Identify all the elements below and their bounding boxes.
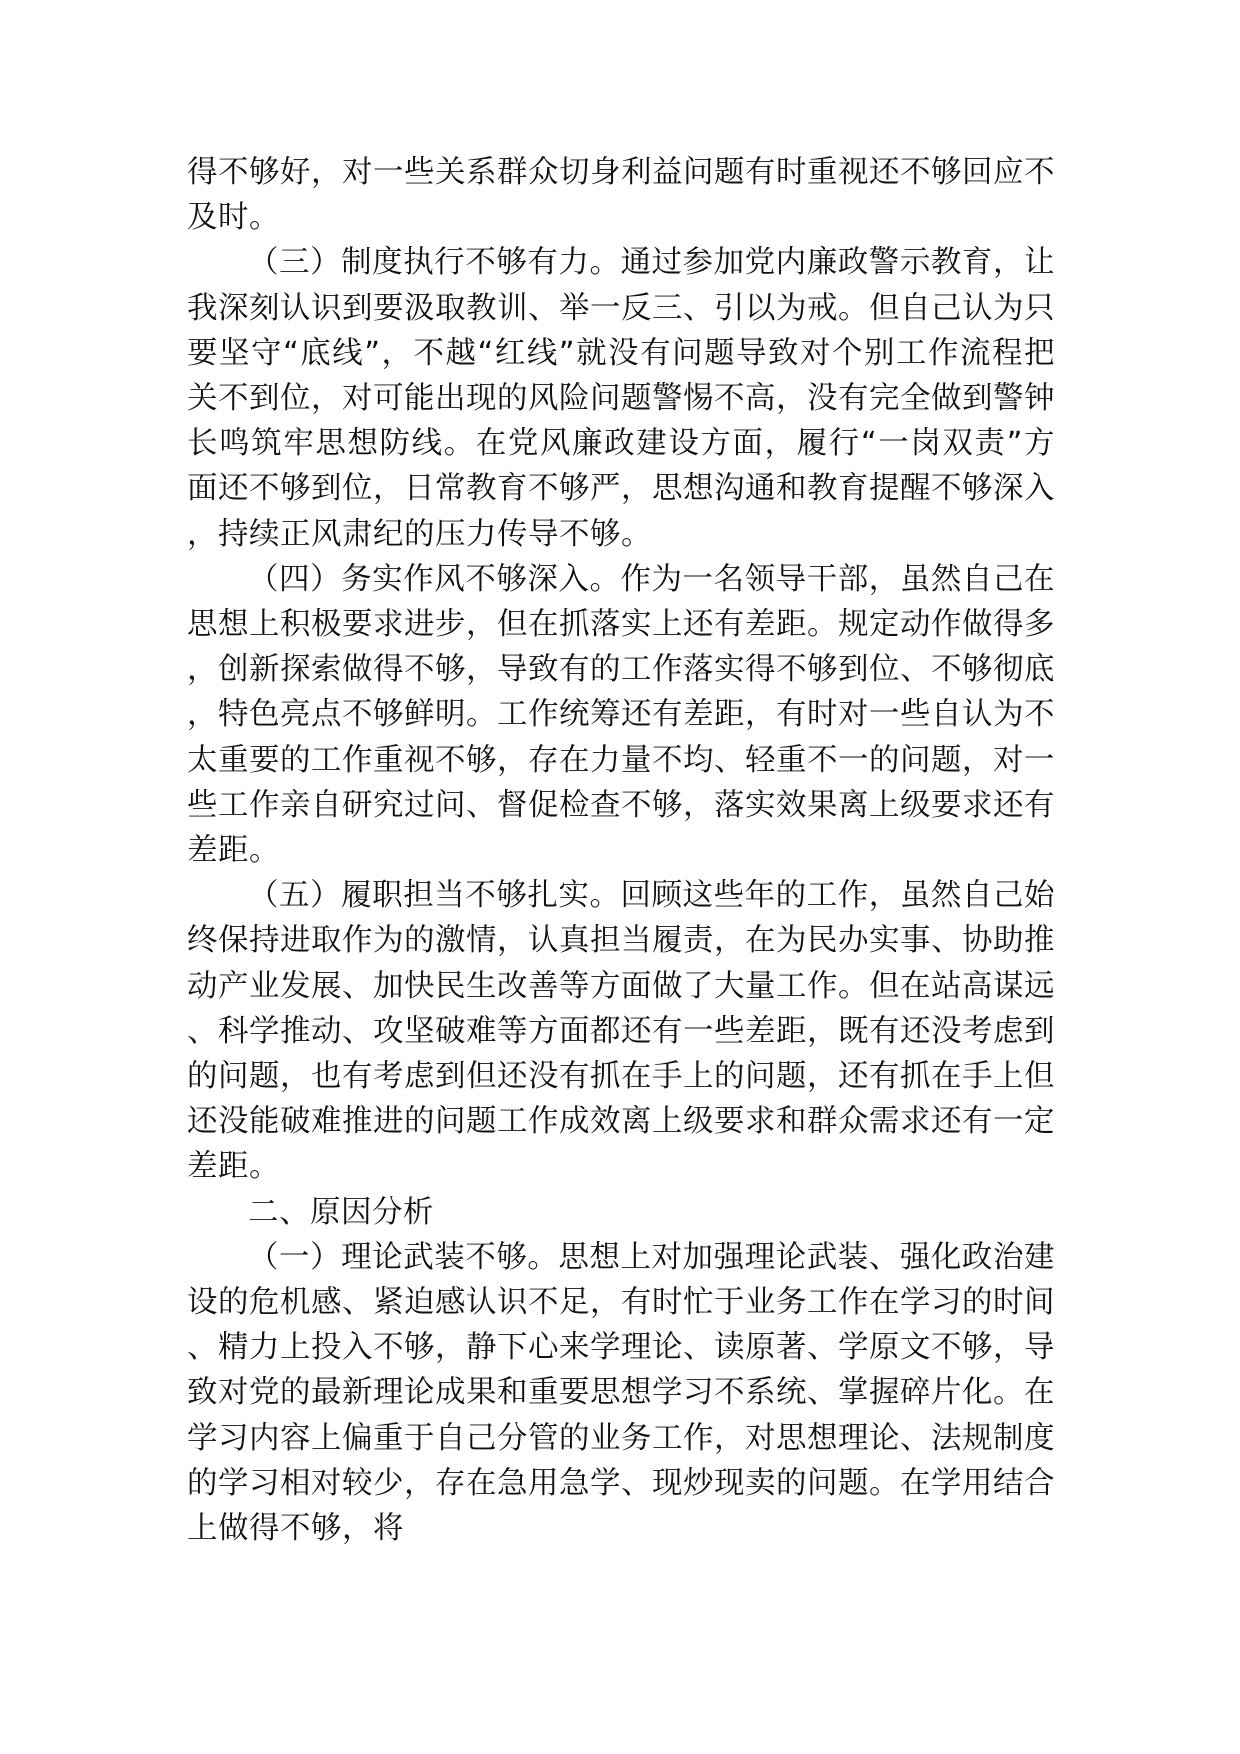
- document-body: [187, 150, 1055, 1551]
- paragraph-section-4: （四）务实作风不够深入。作为一名领导干部，虽然自己在思想上积极要求进步，但在抓落实上还有差距。规定动作做得多，创新探索做得不够，导致有的工作落实得不够到位、不够彻底，特色亮点不够鲜明。工作统筹还有差距，有时对一些自认为不太重要的工作重视不够，存在力量不均、轻重不一的问题，对一些工作亲自研究过问、督促检查不够，落实效果离上级要求还有差距。: [187, 561, 1055, 869]
- paragraph-cause-1: （一）理论武装不够。思想上对加强理论武装、强化政治建设的危机感、紧迫感认识不足，有时忙于业务工作在学习的时间、精力上投入不够，静下心来学理论、读原著、学原文不够，导致对党的最新理论成果和重要思想学习不系统、掌握碎片化。在学习内容上偏重于自己分管的业务工作，对思想理论、法规制度的学习相对较少，存在急用急学、现炒现卖的问题。在学用结合上做得不够，将: [187, 1239, 1055, 1547]
- paragraph-continuation: 得不够好，对一些关系群众切身利益问题有时重视还不够回应不及时。: [187, 155, 1055, 236]
- section-heading-cause-analysis: 二、原因分析: [248, 1194, 434, 1230]
- paragraph-section-5: （五）履职担当不够扎实。回顾这些年的工作，虽然自己始终保持进取作为的激情，认真担当履责，在为民办实事、协助推动产业发展、加快民生改善等方面做了大量工作。但在站高谋远、科学推动、攻坚破难等方面都还有一些差距，既有还没考虑到的问题，也有考虑到但还没有抓在手上的问题，还有抓在手上但还没能破难推进的问题工作成效离上级要求和群众需求还有一定差距。: [187, 878, 1055, 1185]
- paragraph-section-3: （三）制度执行不够有力。通过参加党内廉政警示教育，让我深刻认识到要汲取教训、举一反三、引以为戒。但自己认为只要坚守“底线”，不越“红线”就没有问题导致对个别工作流程把关不到位，对可能出现的风险问题警惕不高，没有完全做到警钟长鸣筑牢思想防线。在党风廉政建设方面，履行“一岗双责”方面还不够到位，日常教育不够严，思想沟通和教育提醒不够深入，持续正风肃纪的压力传导不够。: [187, 245, 1055, 552]
